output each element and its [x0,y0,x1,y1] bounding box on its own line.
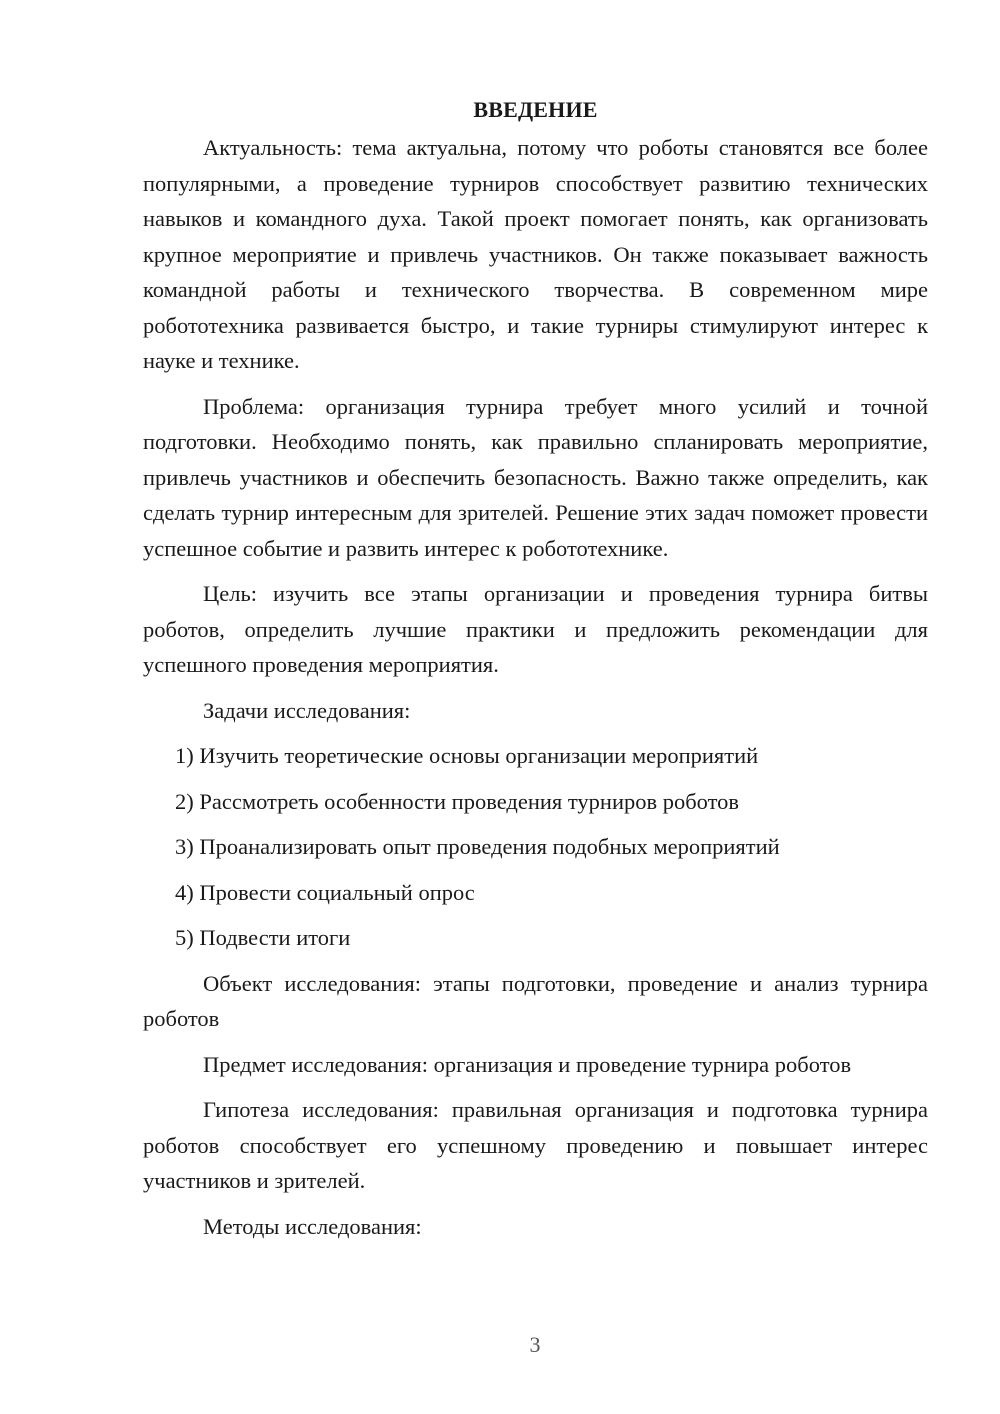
list-item: 4) Провести социальный опрос [175,879,475,905]
hypothesis-paragraph: Гипотеза исследования: правильная организация и подготовка турнира роботов способствует его успешному проведению и повышает интерес участников и зрителей. [143,1097,928,1193]
list-item: 5) Подвести итоги [175,925,351,950]
list-item: 3) Проанализировать опыт проведения подобных мероприятий [175,834,780,859]
document-page [143,92,928,1254]
page-title: ВВЕДЕНИЕ [473,97,598,122]
page-number: 3 [529,1332,541,1357]
relevance-paragraph: Актуальность: тема актуальна, потому что роботы становятся все более популярными, а проведение турниров способствует развитию технических навыков и командного духа. Такой проект помогает понять, как организовать крупное мероприятие и привлечь участников. Он также показывает важность командной работы и технического творчества. В современном мире робототехника развивается быстро, и такие турниры стимулируют интерес к науке и технике. [143,135,928,373]
object-paragraph: Объект исследования: этапы подготовки, проведение и анализ турнира роботов [143,970,928,1031]
methods-title: Методы исследования: [203,1213,422,1239]
list-item: 2) Рассмотреть особенности проведения турниров роботов [175,788,740,814]
problem-paragraph: Проблема: организация турнира требует много усилий и точной подготовки. Необходимо понять, как правильно спланировать мероприятие, привлечь участников и обеспечить безопасность. Важно также определить, как сделать турнир интересным для зрителей. Решение этих задач поможет провести успешное событие и развить интерес к робототехнике. [143,393,928,561]
goal-paragraph: Цель: изучить все этапы организации и проведения турнира битвы роботов, определить лучшие практики и предложить рекомендации для успешного проведения мероприятия. [143,581,928,677]
tasks-list [143,738,928,956]
tasks-title: Задачи исследования: [203,697,411,723]
subject-paragraph: Предмет исследования: организация и проведение турнира роботов [203,1051,852,1077]
list-item: 1) Изучить теоретические основы организации мероприятий [175,743,759,768]
